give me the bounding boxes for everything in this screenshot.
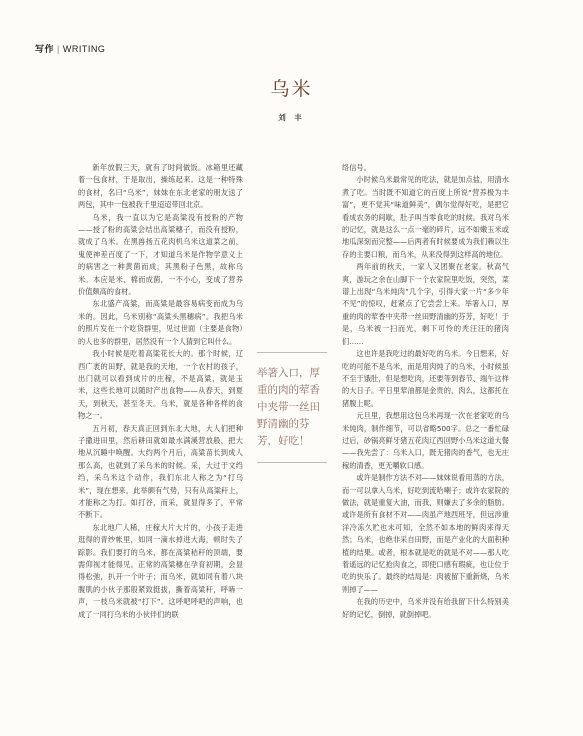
section-separator: | [57,44,60,54]
section-label-cn: 写作 [35,44,55,54]
paragraph: 小时候乌米最常见的吃法，就是加点盐，用清水煮了吃。当时既不知道它的百度上所说“营养极为丰富”，更不觉其“味道鲜美”，偶尔觉得好吃，是把它看成农务的间歇，肚子叫当零食吃的时候。我对乌米的记忆，就是这么一点一毫的碎片，远不如嫩玉米或地瓜深刻而完整——后两者有时候要成为我们赖以生存的主要口粮，而乌米，从来没得到这样高的地位。 [342,175,509,259]
paragraph: 或许是制作方法不对——妹妹说看用蒸的方法，而一可以拿入乌米，好吃到流哈喇子；或许农家院的做法，就是重复大油，而我，则嫌去了多余的脂肪。或许是所有食材不对——肉虽产地西班牙，但远涉重洋冷冻久贮也未可知，全然不如本地的鲜肉来得天然；乌米，也绝非采自田野，而是产业化的大面积种植的结果。或者，根本就是吃的就是不对——那人吃着遥远的记忆抢肉食之，即使口感有瑕疵，也让位于吃的快乐了。最终的结局是：肉被留下重新烧，乌米则掉了—— [342,473,509,594]
paragraph: 在我的历史中，乌米并没有给我留下什么特别美好的记忆，倒掉，就倒掉吧。 [342,597,509,619]
left-column [78,162,243,734]
article-author: 刘 丰 [278,113,305,122]
paragraph: 两年前的秋天，一家人又团聚在老家。秋高气爽，游玩之余在山脚下一个农家院里吃饭，突然，菜谱上出现“乌米炖肉”几个字，引得大家一片“多少年不见”的惊叹，赶紧点了它尝尝上来。举箸入口，厚重的肉的荤香中夹带一丝田野清幽的芬芳，好吃！于是，乌米被一扫而光，剩下可怜的秃汪汪的猪肉们…… [342,262,509,346]
pull-quote: 举箸入口，厚重的肉的荤香中夹带一丝田野清幽的芬芳，好吃！ [257,352,327,463]
paragraph: 东北盛产高粱，而高粱是最容易病变而成为乌米的。因此，乌米别称“高粱头黑穗病”。我把乌米的照片发在一个吃货群里，见过世面（主要是食物）的人也多的群里，居然没有一个人猜到它叫什么。 [78,299,243,346]
paragraph: 乌米，我一直以为它是高粱没有授粉的产物——授了粉的高粱会结出高粱穗子，而没有授粉，就成了乌米。在黑兽扬五花肉机乌米这道菜之前，鬼使神差百度了一下，才知道乌米是作物学意义上的病害之一种黄菌而成，其黑粉子色黑，故称乌米。本应是米、棉而成菌，一不小心，变成了营养价值颇高的食材。 [78,212,243,297]
section-label-en: WRITING [62,44,106,54]
paragraph: 东北地广人稀，庄稼大片大片的，小孩子走进逛得的青纱帐里，如同一滴水掉进大海，顿时失了踪影。我们要打的乌米，都在高粱秸秆的顶端，要需仰视才能得见。正常的高粱穗在孕育初期，会显得松弛，扒开一个叶子；而乌米，就如同有着八块腹肌的小伙子那般紧致挺拔，撕着高粱秆，呼哧一声，一枝乌米就被“打下”。这呼吧呼吧的声响，也成了一同打乌米的小伙伴们的联 [78,522,243,619]
paragraph: 这也许是我吃过的最好吃的乌米。今日想来，好吃的可能不是乌米，而是用肉炖了的乌米，小时候虽不至于饿肚，但是想吃肉，还要等到春节、端午这样的大日子。平日里荤油都是金贵的，肉么，这都托在猪腹上呢。 [342,349,509,408]
article-title: 乌米 [270,78,313,100]
paragraph: 元旦里，我想用这包乌米再现一次在老家吃的乌米炖肉，制作细节，可以省略500字。总之一番忙碌过后，砂锅亮鲜牙猪五花肉辽西回野小乌米这道大餐——我先尝了：乌米入口，既无猪肉的香气，也无庄稼的清香，更无嚼软口感。 [342,411,509,470]
section-header [35,42,105,55]
paragraph: 新年放假三天，就有了时间做饭。冰箱里还藏着一包食材，于是取出，操练起来。这是一种特殊的食材，名曰“乌米”，妹妹在东北老家的朋友送了两包，其中一包被我千里迢迢带回北京。 [78,163,243,210]
paragraph: 五月初，春天真正回到东北大地，大人们把种子撒进田里，然后耕田就如最水满溪营放般，把大地从沉睡中唤醒。大约两个月后，高粱苗长到成人那么高，也就到了采乌米的时候。采，大过于文绉绉，采乌米这个动作，我们东北人称之为“打乌米”，现在想来，此举颇有气势，只有从高粱秆上，才能称之为打。如打谷，而采，就显得多了，平常不断下。 [78,423,243,520]
paragraph: 我小时候是吃着高粱花长大的。那个时候，辽西广袤的田野，就是我的天地，一个农村的孩子，出门就可以看到成片的庄稼，不是高粱，就是玉米，这些长地可以随时产出食物——从春天，到夏天，到秋天，甚至冬天。乌米，就是各种各样的食物之一。 [78,349,243,421]
paragraph: 络信号。 [342,163,371,172]
right-column [342,162,509,734]
